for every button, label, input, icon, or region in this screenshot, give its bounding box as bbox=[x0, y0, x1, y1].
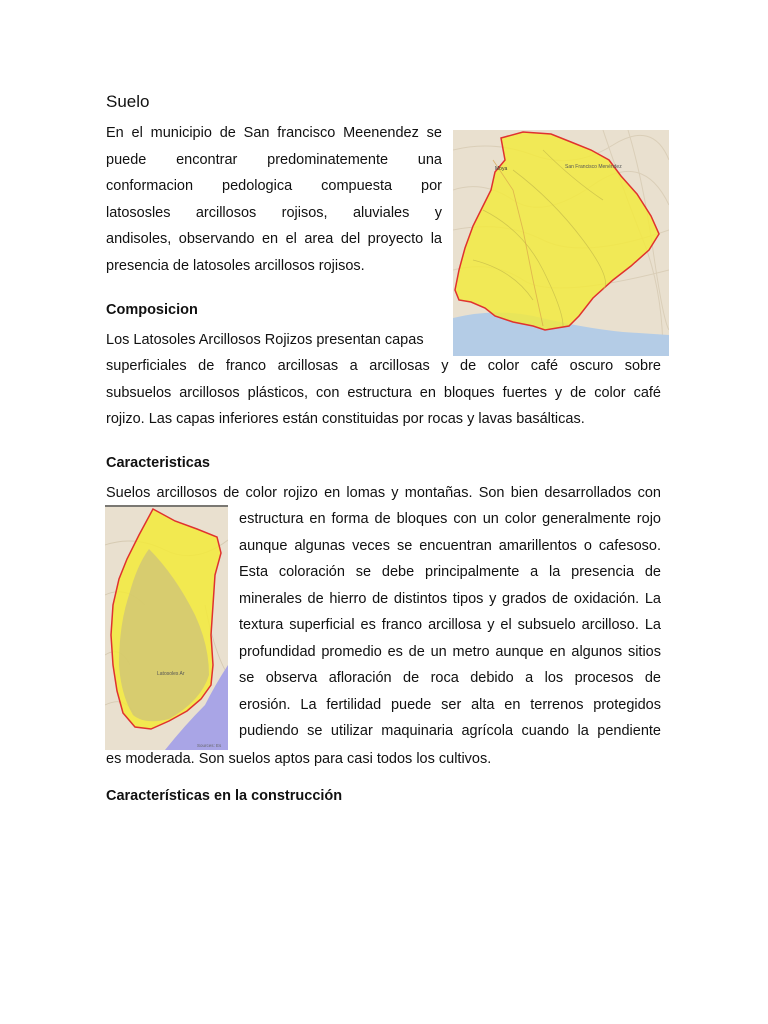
text-line: es moderada. Son suelos aptos para casi todos los cultivos. bbox=[106, 751, 492, 767]
text-line: superficiales de franco arcillosas a arcillosas y de color café oscuro sobre bbox=[106, 358, 661, 374]
section-title-construccion: Características en la construcción bbox=[106, 788, 343, 804]
composicion-paragraph bbox=[106, 353, 661, 433]
text-line: Suelos arcillosos de color rojizo en lomas y montañas. Son bien desarrollados con bbox=[106, 485, 661, 501]
text-line: andisoles, observando en el area del proyecto la bbox=[106, 231, 442, 247]
municipality-map bbox=[453, 130, 669, 356]
text-line: aunque algunas veces se encuentran amarillentos o cafesoso. bbox=[239, 537, 661, 554]
text-line: En el municipio de San francisco Meenendez se bbox=[106, 125, 442, 141]
text-line: rojizo. Las capas inferiores están constituidas por rocas y lavas basálticas. bbox=[106, 411, 585, 427]
section-title-caracteristicas: Caracteristicas bbox=[106, 455, 210, 471]
caracteristicas-first-line bbox=[106, 480, 661, 507]
text-line: Los Latosoles Arcillosos Rojizos presentan capas bbox=[106, 332, 424, 348]
section-title-suelo: Suelo bbox=[106, 92, 150, 111]
text-line: presencia de latosoles arcillosos rojisos. bbox=[106, 257, 365, 274]
municipality-map-image bbox=[453, 130, 669, 356]
text-line: estructura en forma de bloques con un color generalmente rojo bbox=[239, 511, 661, 527]
text-line: profundidad promedio es de un metro aunque en algunos sitios bbox=[239, 643, 661, 660]
section-title-composicion: Composicion bbox=[106, 302, 198, 318]
caracteristicas-paragraph bbox=[239, 506, 661, 745]
map-label-town: Moya bbox=[495, 166, 508, 172]
text-line: Esta coloración se debe principalmente a la presencia de bbox=[239, 564, 661, 580]
text-line: erosión. La fertilidad puede ser alta en terrenos protegidos bbox=[239, 696, 661, 713]
svg-text:Sources: Es: Sources: Es bbox=[197, 743, 222, 748]
map-label-municipality: San Francisco Menéndez bbox=[565, 164, 622, 170]
text-line: se observa afloración de roca debido a los procesos de bbox=[239, 670, 661, 686]
text-line: subsuelos arcillosos plásticos, con estructura en bloques fuertes y de color café bbox=[106, 384, 661, 401]
text-line: puede encontrar predominatemente una bbox=[106, 151, 442, 168]
text-line: latososles arcillosos rojisos, aluviales y bbox=[106, 204, 442, 221]
soil-map bbox=[105, 505, 228, 750]
text-line: minerales de hierro de distintos tipos y grados de oxidación. La bbox=[239, 590, 661, 607]
text-line: conformacion pedologica compuesta por bbox=[106, 178, 442, 194]
caracteristicas-last-line bbox=[106, 746, 661, 773]
map-label-soil: Latosoles Ar bbox=[157, 671, 185, 677]
suelo-paragraph bbox=[106, 120, 442, 279]
text-line: textura superficial es franco arcillosa y el subsuelo arcilloso. La bbox=[239, 617, 661, 633]
composicion-paragraph-first bbox=[106, 327, 442, 354]
text-line: pudiendo se utilizar maquinaria agrícola cuando la pendiente bbox=[239, 723, 661, 739]
soil-map-image bbox=[105, 505, 228, 750]
